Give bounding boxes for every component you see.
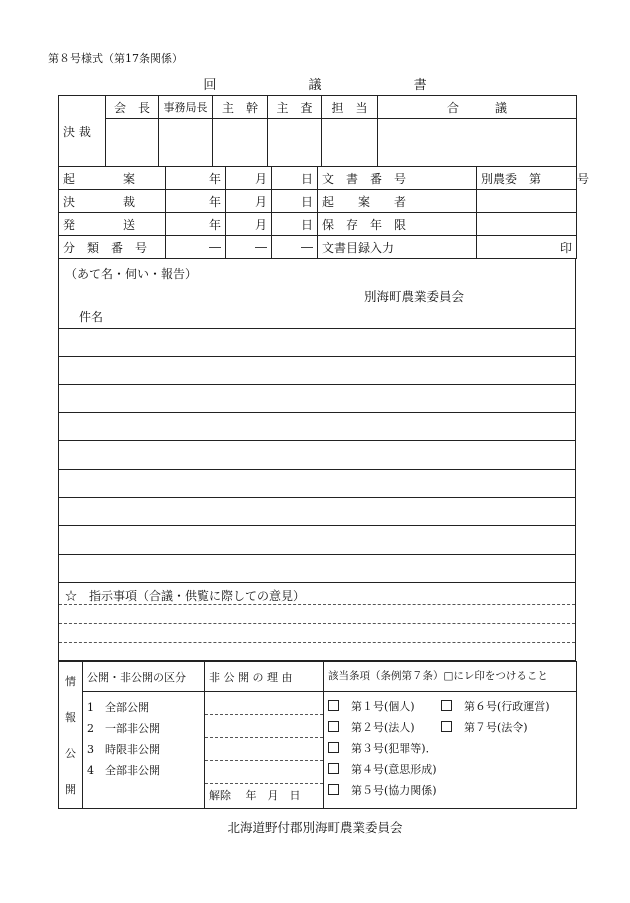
title-char: 議 <box>308 78 322 93</box>
checkbox[interactable] <box>441 721 452 732</box>
stamp-box[interactable] <box>268 119 322 167</box>
info-label-2: 文書目録入力 <box>318 236 477 259</box>
role-secretary-general: 事務局長 <box>159 96 213 119</box>
clause-row <box>328 716 572 737</box>
writing-line[interactable] <box>59 525 575 526</box>
classification-item[interactable]: 3 時限非公開 <box>87 742 160 756</box>
date-month[interactable]: 月 <box>226 167 272 190</box>
footer-organization: 北海道野付郡別海町農業委員会 <box>227 820 403 835</box>
class-dash[interactable]: ― <box>272 236 318 259</box>
classification-item[interactable]: 1 全部公開 <box>87 700 149 714</box>
date-day[interactable]: 日 <box>272 190 318 213</box>
class-dash[interactable]: ― <box>226 236 272 259</box>
classification-header: 公開・非公開の区分 <box>83 662 205 692</box>
clause-row <box>328 758 572 779</box>
class-dash[interactable]: ― <box>166 236 226 259</box>
stamp-box[interactable] <box>106 119 159 167</box>
writing-line[interactable] <box>59 356 575 357</box>
role-chairman: 会 長 <box>106 96 159 119</box>
classification-item[interactable]: 4 全部非公開 <box>87 763 160 777</box>
info-row <box>59 213 577 236</box>
info-label: 分 類 番 号 <box>59 236 166 259</box>
retention-value[interactable] <box>477 213 577 236</box>
info-table <box>58 166 590 259</box>
subject-label: 件名 <box>79 310 104 324</box>
document-title <box>0 74 630 93</box>
info-label: 決 裁 <box>59 190 166 213</box>
clause-label: 第１号(個人) <box>351 699 415 713</box>
instructions-label: ☆ 指示事項（合議・供覧に際しての意見） <box>65 589 306 603</box>
reason-line[interactable] <box>205 692 323 715</box>
checkbox[interactable] <box>328 763 339 774</box>
checkbox[interactable] <box>328 784 339 795</box>
reason-line[interactable] <box>205 761 323 784</box>
checkbox[interactable] <box>328 742 339 753</box>
info-row <box>59 236 577 259</box>
instruction-line[interactable] <box>59 604 575 605</box>
checkbox[interactable] <box>328 700 339 711</box>
instructions-divider <box>59 582 575 583</box>
writing-line[interactable] <box>59 412 575 413</box>
date-month[interactable]: 月 <box>226 190 272 213</box>
reason-line[interactable] <box>205 715 323 738</box>
role-consultation: 合 議 <box>378 96 577 119</box>
clause-label: 第４号(意思形成) <box>351 762 437 776</box>
stamp-box[interactable] <box>322 119 378 167</box>
form-number: 第８号様式（第17条関係） <box>48 52 183 65</box>
date-day[interactable]: 日 <box>272 167 318 190</box>
writing-line[interactable] <box>59 554 575 555</box>
writing-line[interactable] <box>59 469 575 470</box>
checkbox[interactable] <box>441 700 452 711</box>
stamp-box[interactable] <box>213 119 268 167</box>
classification-item[interactable]: 2 一部非公開 <box>87 721 160 735</box>
info-label-2: 起 案 者 <box>318 190 477 213</box>
stamp-box[interactable] <box>378 119 577 167</box>
role-chief: 主 幹 <box>213 96 268 119</box>
writing-line[interactable] <box>59 328 575 329</box>
role-inspector: 主 査 <box>268 96 322 119</box>
title-char: 回 <box>203 78 217 93</box>
seal-mark[interactable]: 印 <box>477 236 577 259</box>
committee-name: 別海町農業委員会 <box>364 289 465 304</box>
writing-line[interactable] <box>59 384 575 385</box>
clause-row <box>328 779 572 800</box>
addressee-note: （あて名・伺い・報告） <box>65 267 198 281</box>
info-label-2: 保 存 年 限 <box>318 213 477 236</box>
clause-label: 第２号(法人) <box>351 720 415 734</box>
decision-label: 決 裁 <box>59 96 106 167</box>
instruction-line[interactable] <box>59 642 575 643</box>
date-day[interactable]: 日 <box>272 213 318 236</box>
info-row <box>59 167 577 190</box>
clause-row <box>328 737 572 758</box>
clause-label: 第５号(協力関係) <box>351 783 437 797</box>
stamp-box[interactable] <box>159 119 213 167</box>
clause-label: 第６号(行政運営) <box>464 699 550 713</box>
release-date[interactable]: 解除 年 月 日 <box>209 789 301 802</box>
reason-header: 非 公 開 の 理 由 <box>205 662 324 692</box>
date-month[interactable]: 月 <box>226 213 272 236</box>
date-year[interactable]: 年 <box>166 167 226 190</box>
checkbox[interactable] <box>328 721 339 732</box>
role-staff: 担 当 <box>322 96 378 119</box>
drafter-value[interactable] <box>477 190 577 213</box>
clause-label: 第３号(犯罪等)． <box>351 741 437 755</box>
disclosure-table <box>58 661 577 809</box>
clause-row <box>328 695 572 716</box>
writing-line[interactable] <box>59 440 575 441</box>
info-label-2: 文 書 番 号 <box>318 167 477 190</box>
reason-line[interactable] <box>205 738 323 761</box>
approval-table <box>58 95 577 167</box>
clause-list <box>324 692 577 809</box>
info-row <box>59 190 577 213</box>
info-label: 起 案 <box>59 167 166 190</box>
title-char: 書 <box>413 78 427 93</box>
info-label: 発 送 <box>59 213 166 236</box>
date-year[interactable]: 年 <box>166 213 226 236</box>
disclosure-section-label: 情 報 公 開 <box>59 662 83 809</box>
reason-area <box>205 692 324 809</box>
document-number-value[interactable]: 別農委 第 号 <box>477 167 577 190</box>
writing-line[interactable] <box>59 497 575 498</box>
classification-list <box>83 692 205 809</box>
date-year[interactable]: 年 <box>166 190 226 213</box>
document-body <box>58 259 576 661</box>
clause-label: 第７号(法令) <box>464 720 528 734</box>
clause-header: 該当条項（条例第７条）□にレ印をつけること <box>324 662 577 692</box>
instruction-line[interactable] <box>59 623 575 624</box>
